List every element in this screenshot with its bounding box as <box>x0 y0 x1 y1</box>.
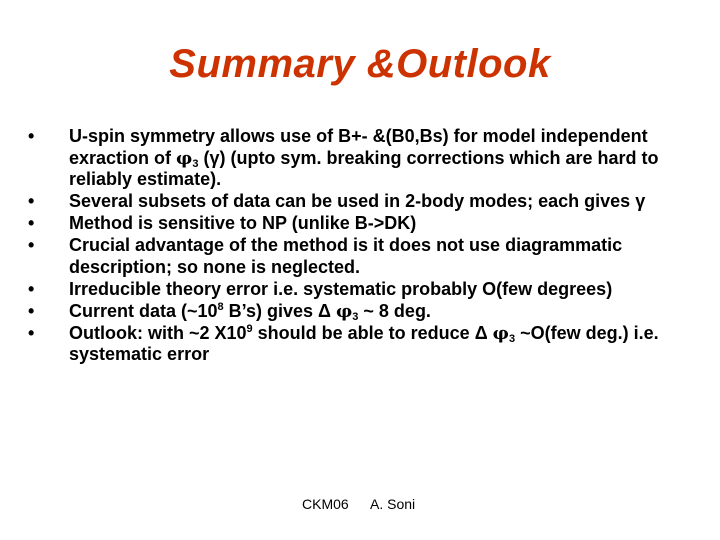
bullet-item <box>24 213 694 235</box>
bullet-dot: • <box>28 213 35 233</box>
bullet-item <box>24 279 694 301</box>
bullet-item <box>24 301 694 323</box>
bullet-dot: • <box>28 322 35 343</box>
phi-symbol: φ <box>176 147 193 169</box>
bullet-text: Current data (~10 <box>69 300 218 321</box>
phi-symbol: φ <box>492 322 509 344</box>
subscript: 3 <box>508 332 516 345</box>
bullet-text: Irreducible theory error i.e. systematic probably O(few degrees) <box>69 278 613 299</box>
bullet-text: ~O(few deg.) i.e. systematic error <box>69 322 659 364</box>
footer-conference: CKM06 <box>302 496 349 512</box>
bullet-item <box>24 126 694 191</box>
bullet-text: Crucial advantage of the method is it does not use diagrammatic description; so none is neglected. <box>69 235 623 277</box>
bullet-dot: • <box>28 235 35 255</box>
bullet-dot: • <box>28 191 35 211</box>
bullet-text: should be able to reduce Δ <box>252 322 493 343</box>
bullet-text: Several subsets of data can be used in 2-body modes; each gives γ <box>69 191 646 211</box>
bullet-text: Outlook: with ~2 X10 <box>69 322 247 343</box>
footer-author: A. Soni <box>370 496 416 512</box>
superscript: 9 <box>246 322 253 335</box>
bullet-text: (γ) (upto sym. breaking corrections which are hard to reliably estimate). <box>69 147 659 189</box>
bullet-text: ~ 8 deg. <box>358 300 431 321</box>
slide-title: Summary &Outlook <box>169 42 551 86</box>
bullet-text: Method is sensitive to NP (unlike B->DK) <box>69 213 417 233</box>
bullet-dot: • <box>28 278 35 299</box>
bullet-item <box>24 191 694 213</box>
bullet-dot: • <box>28 300 35 321</box>
superscript: 8 <box>217 300 224 313</box>
phi-symbol: φ <box>335 300 353 322</box>
bullet-item <box>24 235 694 278</box>
bullet-item <box>24 323 694 366</box>
subscript: 3 <box>192 157 199 170</box>
bullet-text: U-spin symmetry allows use of B+- &(B0,Bs) for model independent exraction of <box>69 126 648 168</box>
bullet-list <box>24 126 694 366</box>
bullet-text: B’s) gives Δ <box>223 300 336 321</box>
subscript: 3 <box>352 310 359 323</box>
bullet-dot: • <box>28 126 35 146</box>
